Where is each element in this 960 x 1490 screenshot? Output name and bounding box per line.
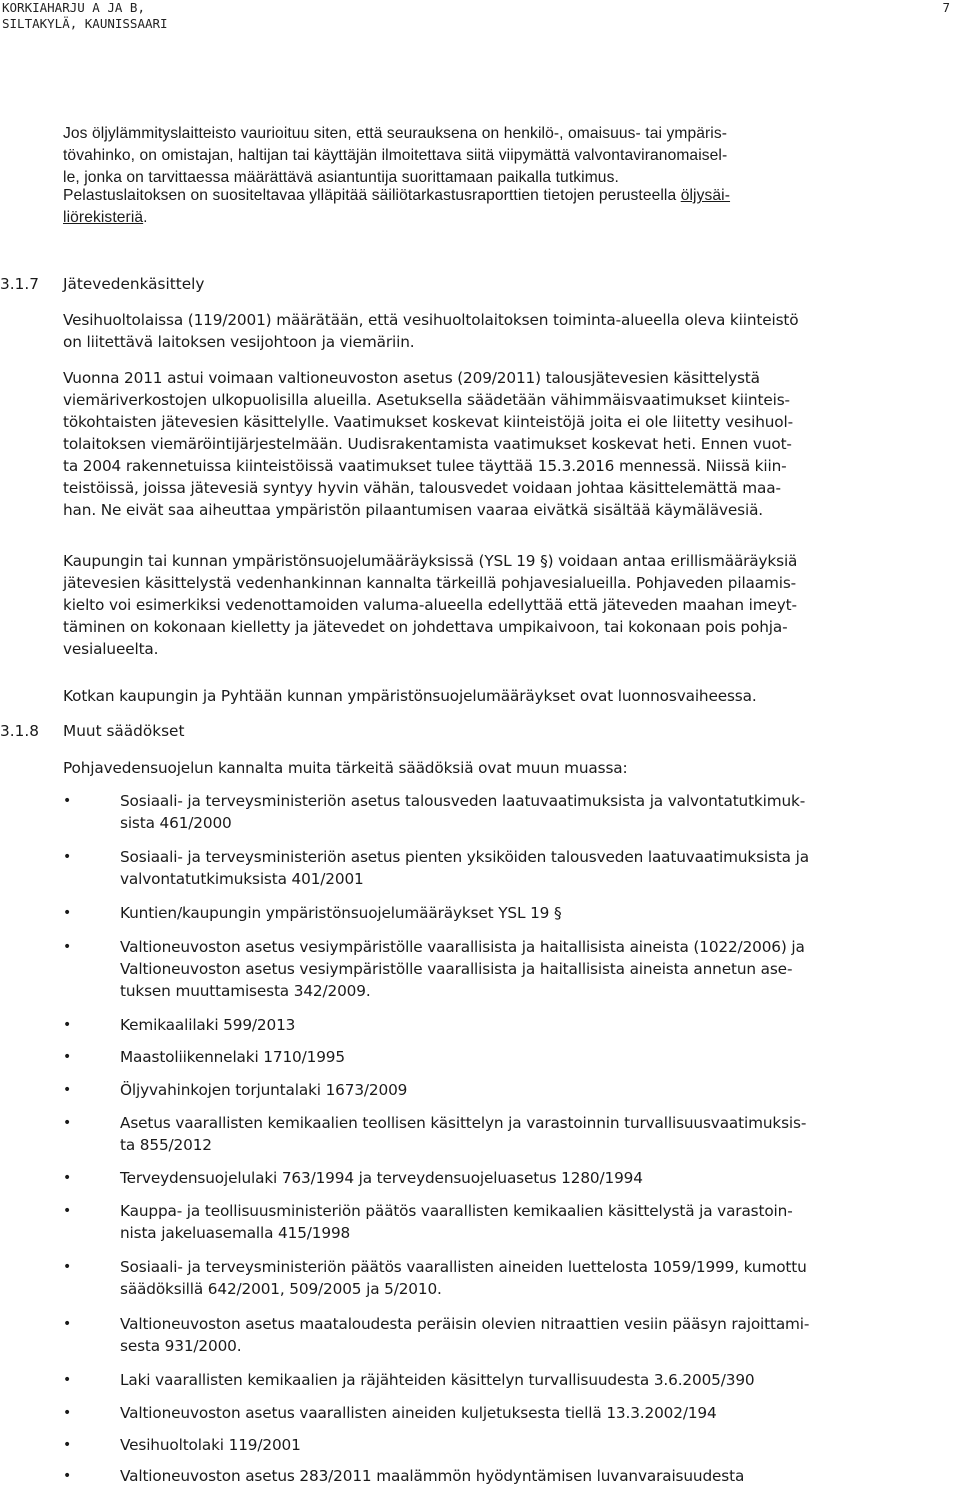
text-line: Valtioneuvoston asetus 283/2011 maalämmön hyödyntämisen luvanvaraisuudesta	[120, 1467, 745, 1485]
oil-tank-register-link[interactable]: öljysäi-	[680, 187, 731, 204]
text-line: Valtioneuvoston asetus vesiympäristölle vaarallisista ja haitallisista aineista annetun ase-	[120, 960, 793, 978]
bullet-icon: •	[63, 1082, 72, 1098]
text-line: Asetus vaarallisten kemikaalien teollisen käsittelyn ja varastoinnin turvallisuusvaatimuksis-	[120, 1114, 807, 1132]
text-line: han. Ne eivät saa aiheuttaa ympäristön pilaantumisen vaaraa eivätkä sisältää käymälävesiä.	[63, 501, 764, 519]
section-heading-3-1-8	[0, 720, 184, 742]
text-line	[63, 185, 956, 207]
water-services-act-paragraph	[63, 309, 956, 353]
bullet-icon: •	[63, 1115, 72, 1131]
text-line: Terveydensuojelulaki 763/1994 ja terveydensuojeluasetus 1280/1994	[120, 1169, 643, 1187]
bullet-icon: •	[63, 939, 72, 955]
text-line: tökohtaisten jätevesien käsittelylle. Vaatimukset koskevat kiinteistöjä joita ei ole liitetty vesihuol-	[63, 413, 793, 431]
text-line: tuksen muuttamisesta 342/2009.	[120, 982, 371, 1000]
text-line: Pohjavedensuojelun kannalta muita tärkeitä säädöksiä ovat muun muassa:	[63, 759, 628, 777]
text-line: Kaupungin tai kunnan ympäristönsuojelumääräyksissä (YSL 19 §) voidaan antaa erillismääräyksiä	[63, 552, 798, 570]
text-line: Kemikaalilaki 599/2013	[120, 1016, 296, 1034]
text-line: sista 461/2000	[120, 814, 232, 832]
text-line: Laki vaarallisten kemikaalien ja räjähteiden käsittelyn turvallisuudesta 3.6.2005/390	[120, 1371, 755, 1389]
text-line: tövahinko, on omistajan, haltijan tai käyttäjän ilmoitettava siitä viipymättä valvontaviranomaisel-	[63, 147, 728, 164]
text-line: Valtioneuvoston asetus vaarallisten aineiden kuljetuksesta tiellä 13.3.2002/194	[120, 1404, 717, 1422]
text-line: teistöissä, joissa jätevesiä syntyy hyvin vähän, talousvedet voidaan johtaa käsittelemättä maa-	[63, 479, 781, 497]
bullet-icon: •	[63, 1259, 72, 1275]
text-line: vesialueelta.	[63, 640, 159, 658]
bullet-icon: •	[63, 793, 72, 809]
text-line: Kotkan kaupungin ja Pyhtään kunnan ympäristönsuojelumääräykset ovat luonnosvaiheessa.	[63, 687, 757, 705]
text-line: sesta 931/2000.	[120, 1337, 242, 1355]
wastewater-decree-paragraph	[63, 367, 956, 521]
draft-regulations-paragraph	[63, 685, 956, 707]
text-line: Kuntien/kaupungin ympäristönsuojelumääräykset YSL 19 §	[120, 904, 562, 922]
text-line: le, jonka on tarvittaessa määrättävä asiantuntija suorittamaan paikalla tutkimus.	[63, 169, 619, 186]
environmental-regulations-paragraph	[63, 550, 956, 660]
page-number: 7	[942, 0, 950, 15]
text-line: valvontatutkimuksista 401/2001	[120, 870, 364, 888]
text-line: Maastoliikennelaki 1710/1995	[120, 1048, 345, 1066]
text-line: Vesihuoltolaissa (119/2001) määrätään, että vesihuoltolaitoksen toiminta-alueella oleva kiinteistö	[63, 311, 799, 329]
text-line: Valtioneuvoston asetus vesiympäristölle vaarallisista ja haitallisista aineista (1022/2006) ja	[120, 938, 805, 956]
bullet-icon: •	[63, 1170, 72, 1186]
text-line: säädöksillä 642/2001, 509/2005 ja 5/2010.	[120, 1280, 442, 1298]
text-line: on liitettävä laitoksen vesijohtoon ja viemäriin.	[63, 333, 415, 351]
section-title: Jätevedenkäsittely	[63, 275, 205, 293]
text-line: Sosiaali- ja terveysministeriön asetus talousveden laatuvaatimuksista ja valvontatutkimuk-	[120, 792, 806, 810]
text-line: kielto voi esimerkiksi vedenottamoiden valuma-alueella edellyttää että jäteveden maahan imeyt-	[63, 596, 797, 614]
text-line: Valtioneuvoston asetus maataloudesta peräisin olevien nitraattien vesiin pääsyn rajoittami-	[120, 1315, 810, 1333]
bullet-icon: •	[63, 849, 72, 865]
bullet-icon: •	[63, 1203, 72, 1219]
header-line-location: SILTAKYLÄ, KAUNISSAARI	[2, 16, 168, 31]
section-heading-3-1-7	[0, 273, 204, 295]
section-number: 3.1.7	[0, 275, 39, 293]
bullet-icon: •	[63, 1017, 72, 1033]
text-line: tolaitoksen viemäröintijärjestelmään. Uudisrakentamista vaatimukset koskevat heti. Ennen vuot-	[63, 435, 792, 453]
text-line: Jos öljylämmityslaitteisto vaurioituu siten, että seurauksena on henkilö-, omaisuus- tai ympäris-	[63, 125, 728, 142]
oil-tank-register-link-continued[interactable]: liörekisteriä	[63, 209, 144, 226]
text-line: Kauppa- ja teollisuusministeriön päätös vaarallisten kemikaalien käsittelystä ja varastoin-	[120, 1202, 793, 1220]
oil-damage-paragraph	[63, 123, 956, 189]
text-line: ta 2004 rakennetuissa kiinteistöissä vaatimukset tulee täyttää 15.3.2016 mennessä. Niissä kiin-	[63, 457, 787, 475]
header-line-project: KORKIAHARJU A JA B,	[2, 0, 145, 15]
bullet-icon: •	[63, 1437, 72, 1453]
text-line: viemäriverkostojen ulkopuolisilla alueilla. Asetuksella säädetään vähimmäisvaatimukset kiinteis-	[63, 391, 790, 409]
other-regulations-intro	[63, 757, 956, 779]
text-line: Öljyvahinkojen torjuntalaki 1673/2009	[120, 1081, 408, 1099]
bullet-icon: •	[63, 905, 72, 921]
text-line: ta 855/2012	[120, 1136, 212, 1154]
bullet-icon: •	[63, 1372, 72, 1388]
text-line: Vesihuoltolaki 119/2001	[120, 1436, 301, 1454]
text-line: täminen on kokonaan kielletty ja jätevedet on johdettava umpikaivoon, tai kokonaan pois pohja-	[63, 618, 788, 636]
text-fragment: .	[143, 209, 148, 226]
section-number: 3.1.8	[0, 722, 39, 740]
text-line	[63, 207, 956, 229]
text-line: Sosiaali- ja terveysministeriön päätös vaarallisten aineiden luettelosta 1059/1999, kumottu	[120, 1258, 807, 1276]
bullet-icon: •	[63, 1049, 72, 1065]
bullet-icon: •	[63, 1316, 72, 1332]
bullet-icon: •	[63, 1405, 72, 1421]
section-title: Muut säädökset	[63, 722, 185, 740]
running-header	[2, 0, 168, 32]
text-line: jätevesien käsittelystä vedenhankinnan kannalta tärkeillä pohjavesialueilla. Pohjaveden pilaamis-	[63, 574, 797, 592]
text-fragment: Pelastuslaitoksen on suositeltavaa ylläpitää säiliötarkastusraporttien tietojen perusteella	[63, 187, 681, 204]
text-line: Sosiaali- ja terveysministeriön asetus pienten yksiköiden talousveden laatuvaatimuksista ja	[120, 848, 809, 866]
text-line: nista jakeluasemalla 415/1998	[120, 1224, 351, 1242]
bullet-icon: •	[63, 1468, 72, 1484]
text-line: Vuonna 2011 astui voimaan valtioneuvoston asetus (209/2011) talousjätevesien käsittelystä	[63, 369, 760, 387]
tank-register-paragraph	[63, 185, 956, 229]
